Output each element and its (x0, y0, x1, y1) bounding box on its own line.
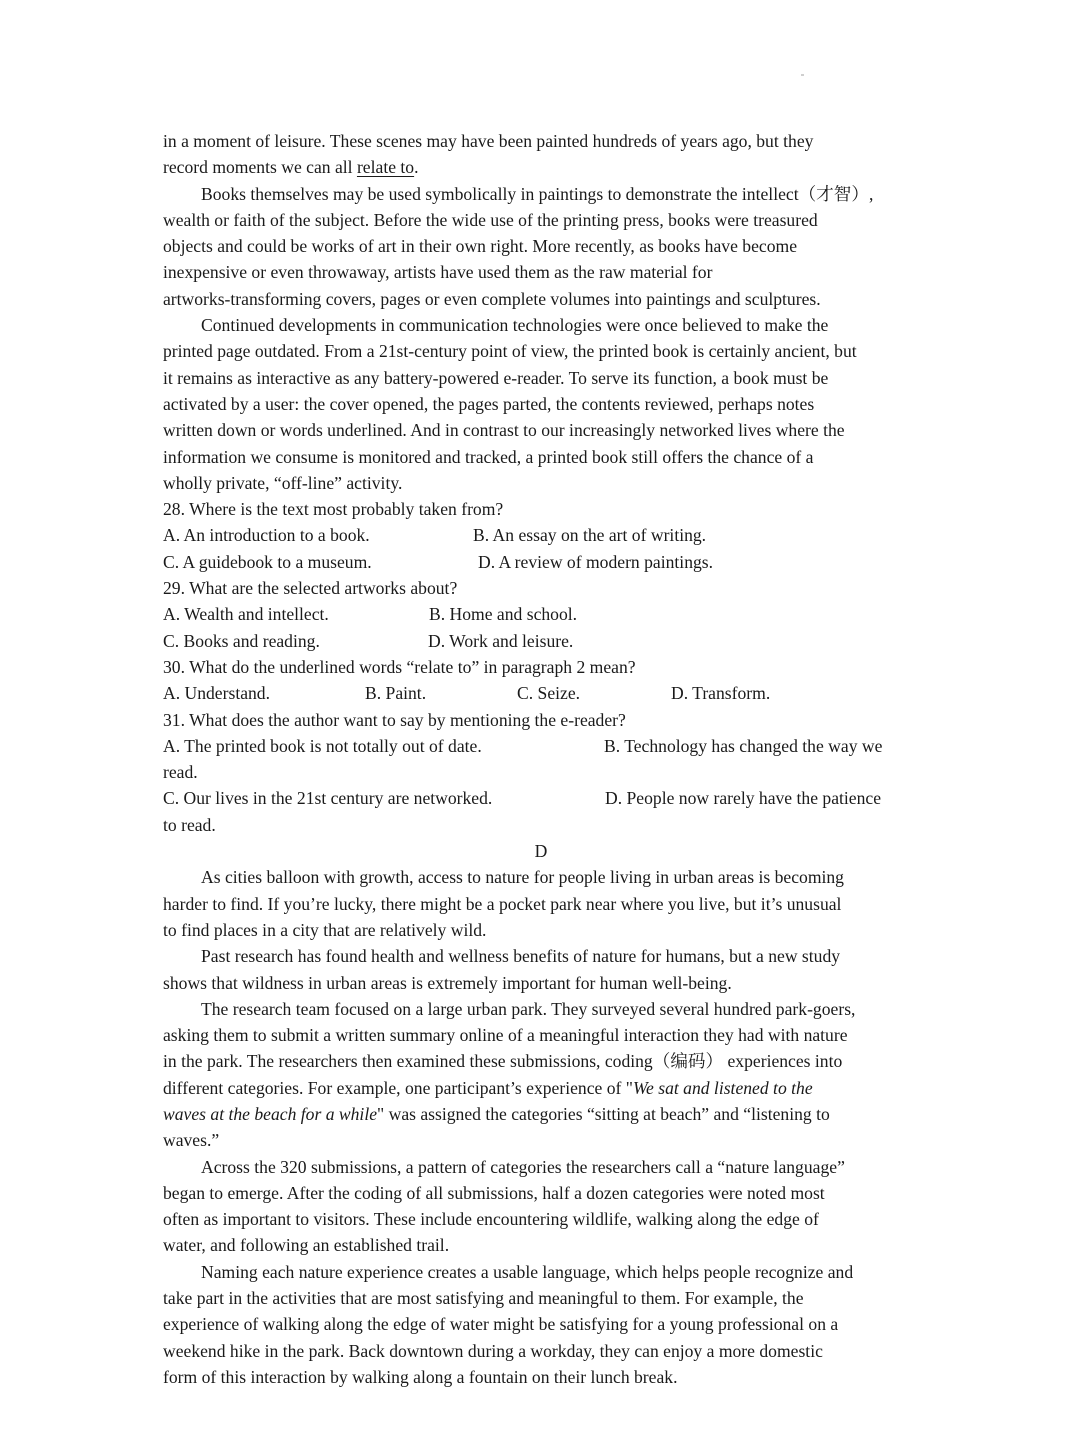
question-30-options-row (163, 680, 919, 706)
paragraph-line: waves at the beach for a while" was assigned the categories “sitting at beach” and “listening to (163, 1103, 830, 1124)
paragraph-line: weekend hike in the park. Back downtown during a workday, they can enjoy a more domestic (163, 1340, 823, 1361)
option-28-a: A. An introduction to a book. (163, 525, 370, 546)
question-28-stem: 28. Where is the text most probably taken from? (163, 499, 504, 520)
paragraph-line: often as important to visitors. These include encountering wildlife, walking along the edge of (163, 1209, 819, 1230)
paragraph-line: it remains as interactive as any battery-powered e-reader. To serve its function, a book must be (163, 367, 829, 388)
paragraph-line: to find places in a city that are relatively wild. (163, 919, 487, 940)
option-31-a: A. The printed book is not totally out of date. (163, 735, 482, 756)
option-31-d: D. People now rarely have the patience (605, 788, 882, 809)
question-30-stem: 30. What do the underlined words “relate to” in paragraph 2 mean? (163, 656, 636, 677)
paragraph-line: Continued developments in communication technologies were once believed to make the (201, 315, 829, 336)
option-28-b: B. An essay on the art of writing. (473, 525, 707, 546)
paragraph-line: asking them to submit a written summary online of a meaningful interaction they had with nature (163, 1025, 848, 1046)
paragraph-line: water, and following an established trail. (163, 1235, 450, 1256)
paragraph-line: waves.” (163, 1130, 220, 1151)
paragraph-line: written down or words underlined. And in contrast to our increasingly networked lives where the (163, 420, 845, 441)
question-28-options-row-1 (163, 522, 919, 548)
question-29-options-row-2 (163, 628, 919, 654)
section-title: D (534, 841, 548, 862)
paragraph-line: form of this interaction by walking along a fountain on their lunch break. (163, 1366, 678, 1387)
option-28-c: C. A guidebook to a museum. (163, 551, 372, 572)
paragraph-line: take part in the activities that are most satisfying and meaningful to them. For example, the (163, 1288, 804, 1309)
scan-speck (801, 74, 804, 76)
option-31-c: C. Our lives in the 21st century are networked. (163, 788, 493, 809)
paragraph-line: wealth or faith of the subject. Before the wide use of the printing press, books were treasured (163, 209, 818, 230)
option-30-b: B. Paint. (365, 683, 427, 704)
paragraph-line: objects and could be works of art in their own right. More recently, as books have become (163, 236, 798, 257)
paragraph-line: As cities balloon with growth, access to nature for people living in urban areas is becoming (201, 867, 844, 888)
paragraph-line: Across the 320 submissions, a pattern of categories the researchers call a “nature language” (201, 1156, 845, 1177)
paragraph-line: Naming each nature experience creates a usable language, which helps people recognize and (201, 1261, 854, 1282)
option-31-d-continued: to read. (163, 814, 216, 835)
paragraph-line: inexpensive or even throwaway, artists have used them as the raw material for (163, 262, 713, 283)
paragraph-line: began to emerge. After the coding of all submissions, half a dozen categories were noted most (163, 1182, 825, 1203)
paragraph-line: artworks-transforming covers, pages or even complete volumes into paintings and sculptures. (163, 288, 821, 309)
paragraph-line: in the park. The researchers then examined these submissions, coding（编码） experiences into (163, 1051, 843, 1072)
option-29-c: C. Books and reading. (163, 630, 320, 651)
paragraph-line: experience of walking along the edge of water might be satisfying for a young professional on a (163, 1314, 839, 1335)
paragraph-line: in a moment of leisure. These scenes may have been painted hundreds of years ago, but they (163, 131, 814, 151)
option-30-d: D. Transform. (671, 683, 771, 704)
option-28-d: D. A review of modern paintings. (478, 551, 714, 572)
paragraph-line: record moments we can all relate to. (163, 157, 419, 178)
question-31-stem: 31. What does the author want to say by mentioning the e-reader? (163, 709, 626, 730)
question-29-options-row-1 (163, 601, 919, 627)
paragraph-line: harder to find. If you’re lucky, there might be a pocket park near where you live, but it’s unusual (163, 893, 842, 914)
paragraph-line: activated by a user: the cover opened, the pages parted, the contents reviewed, perhaps notes (163, 393, 815, 414)
option-31-b: B. Technology has changed the way we (604, 735, 883, 756)
paragraph-line: Books themselves may be used symbolically in paintings to demonstrate the intellect（才智）, (201, 183, 874, 204)
paragraph-line: shows that wildness in urban areas is extremely important for human well-being. (163, 972, 732, 993)
question-28-options-row-2 (163, 549, 919, 575)
option-29-d: D. Work and leisure. (428, 630, 574, 651)
italic-quote: We sat and listened to the (632, 1077, 813, 1098)
paragraph-line: information we consume is monitored and tracked, a printed book still offers the chance of a (163, 446, 814, 467)
question-29-stem: 29. What are the selected artworks about? (163, 578, 458, 599)
paragraph-line: The research team focused on a large urban park. They surveyed several hundred park-goers, (201, 998, 856, 1019)
paragraph-line: Past research has found health and wellness benefits of nature for humans, but a new study (201, 946, 841, 967)
paragraph-line: different categories. For example, one participant’s experience of "We sat and listened to the (163, 1077, 813, 1098)
passage-text (163, 128, 919, 1390)
option-31-b-continued: read. (163, 762, 198, 783)
italic-quote: waves at the beach for a while (163, 1103, 378, 1124)
paragraph-line: wholly private, “off-line” activity. (163, 472, 403, 493)
option-29-b: B. Home and school. (429, 604, 578, 625)
option-29-a: A. Wealth and intellect. (163, 604, 329, 625)
paragraph-line: printed page outdated. From a 21st-century point of view, the printed book is certainly ancient, but (163, 341, 857, 362)
underlined-phrase: relate to (356, 157, 415, 178)
question-31-options-row-1 (163, 733, 919, 759)
option-30-a: A. Understand. (163, 683, 271, 704)
option-30-c: C. Seize. (517, 683, 581, 704)
question-31-options-row-2 (163, 785, 919, 811)
